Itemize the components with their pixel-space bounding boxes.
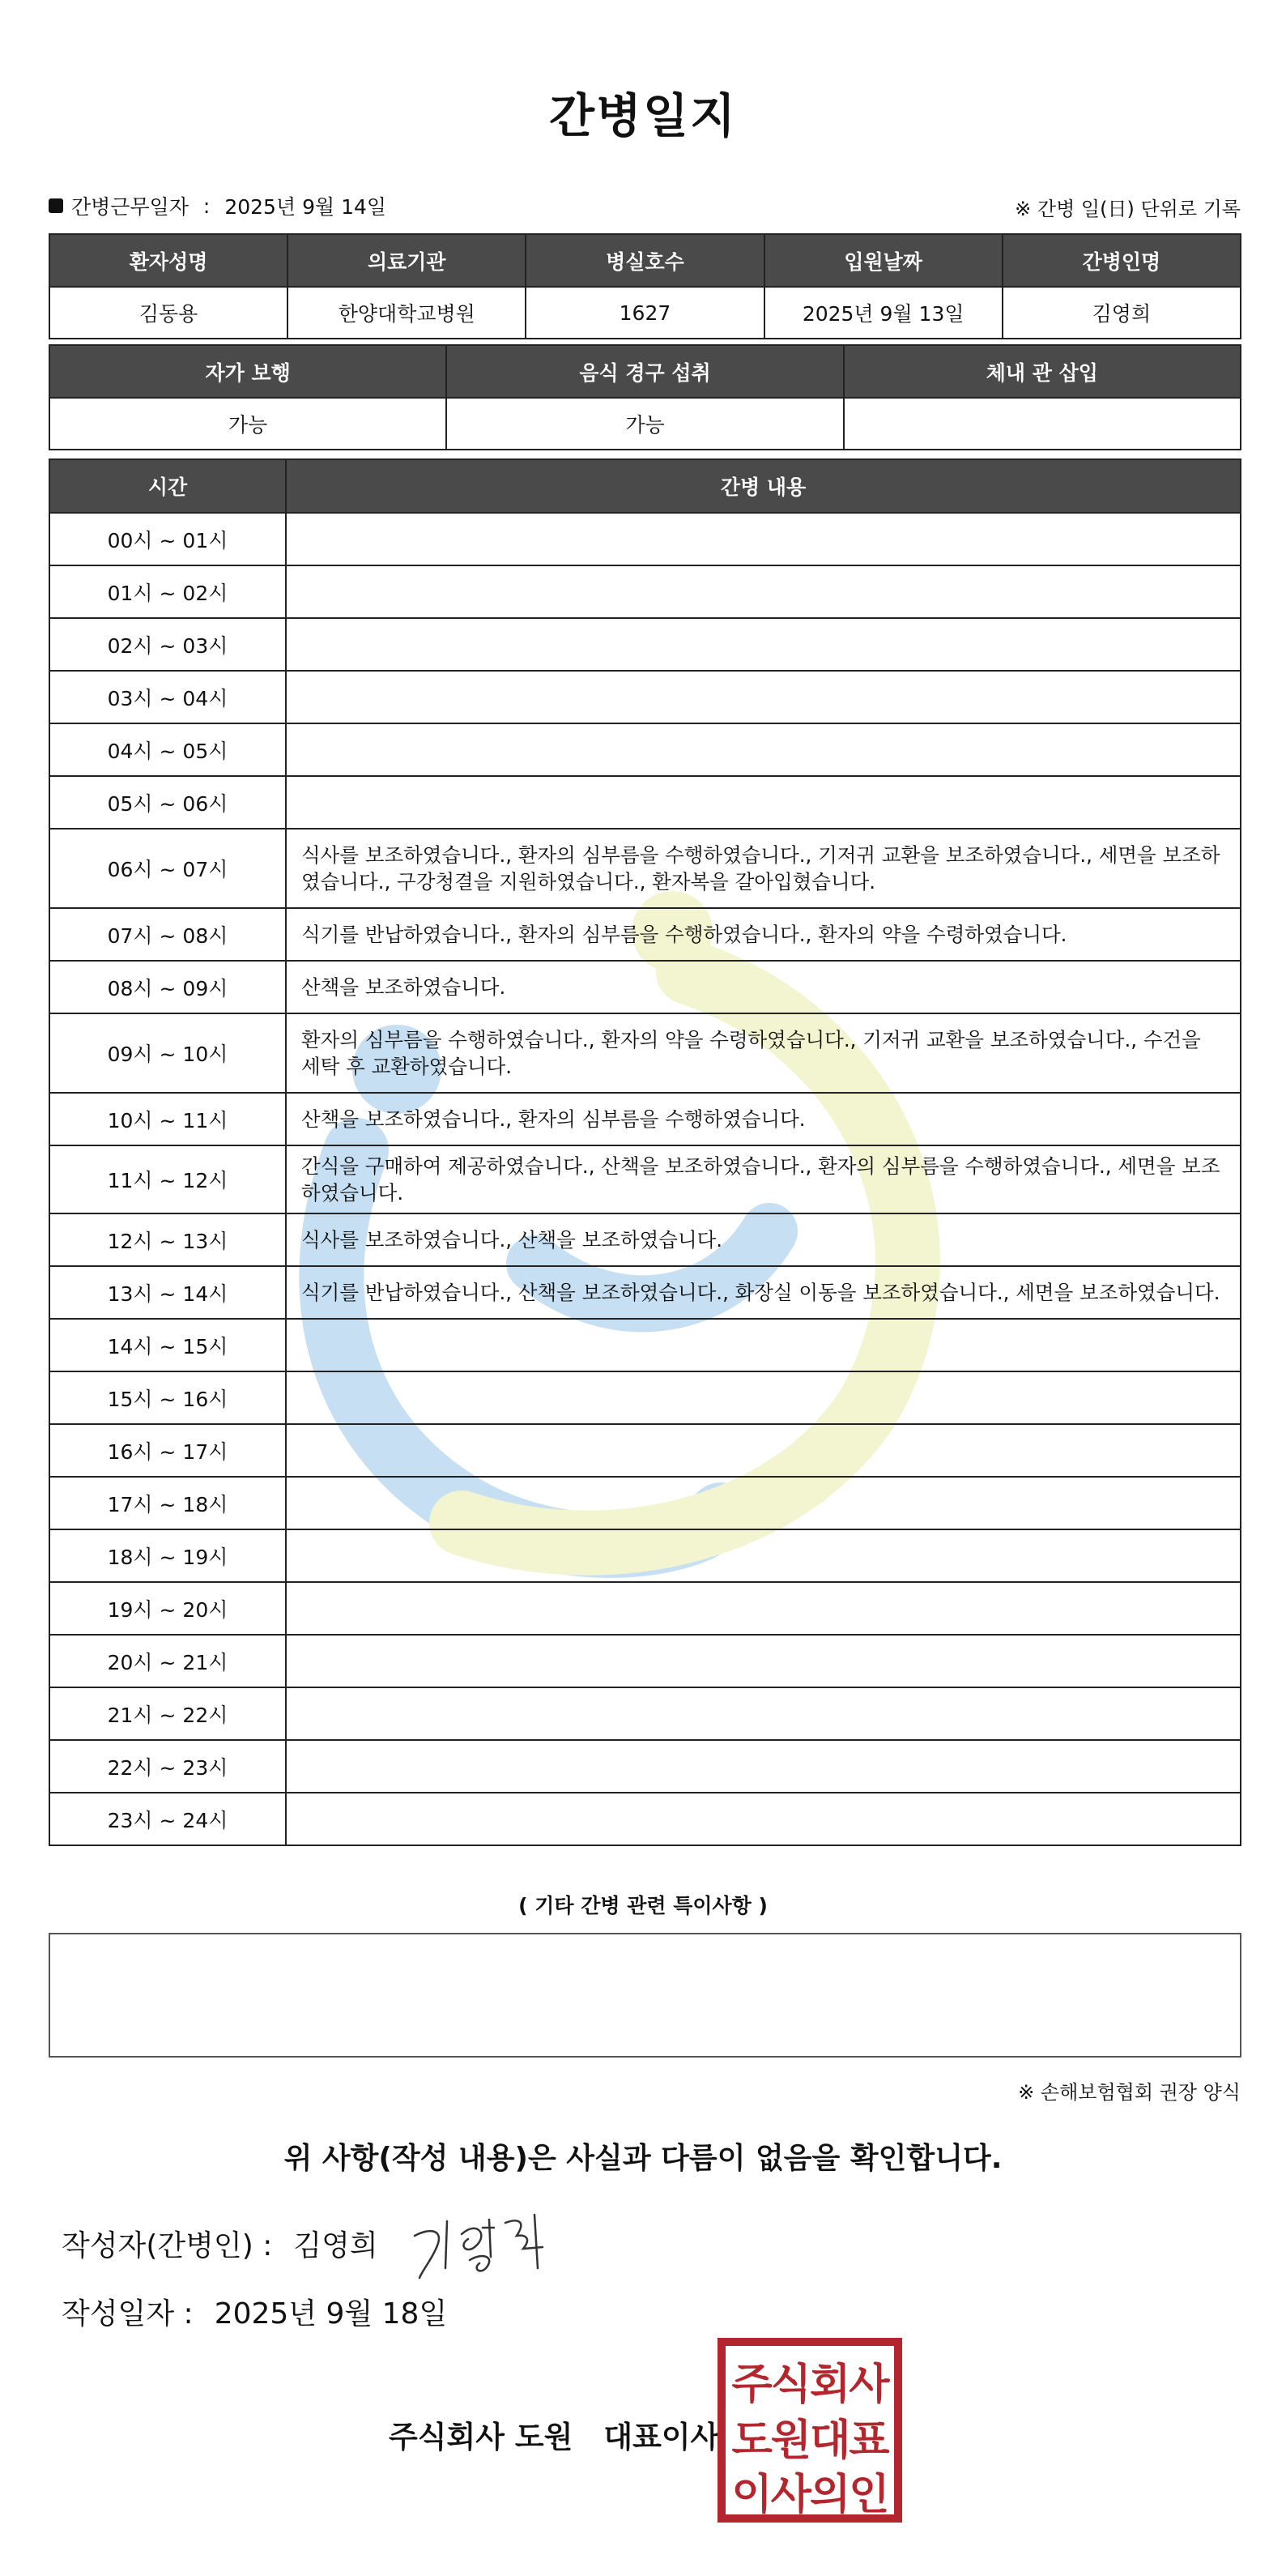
time-slot: 21시 ~ 22시 — [49, 1687, 286, 1740]
write-date-row — [62, 2291, 447, 2332]
writer-row — [62, 2223, 378, 2264]
table-row — [49, 1793, 1241, 1845]
header-time: 시간 — [49, 459, 286, 513]
time-slot: 02시 ~ 03시 — [49, 618, 286, 671]
patient-info-table — [49, 233, 1241, 339]
handwritten-signature — [405, 2203, 559, 2284]
time-slot: 00시 ~ 01시 — [49, 513, 286, 565]
header-caregiver-name: 간병인명 — [1003, 234, 1241, 287]
table-row — [49, 1266, 1241, 1319]
header-hospital: 의료기관 — [287, 234, 526, 287]
care-content: 식사를 보조하였습니다., 환자의 심부름을 수행하였습니다., 기저귀 교환을 보조하였습니다., 세면을 보조하였습니다., 구강청결을 지원하였습니다., 환자복을 갈아입혔습니다. — [286, 829, 1241, 908]
header-room-number: 병실호수 — [526, 234, 764, 287]
write-date-label: 작성일자 : — [62, 2297, 194, 2331]
unit-note: ※ 간병 일(日) 단위로 기록 — [1015, 198, 1241, 220]
patient-status-table — [49, 344, 1241, 450]
work-date-separator: : — [202, 194, 211, 218]
time-slot: 05시 ~ 06시 — [49, 776, 286, 829]
time-slot: 08시 ~ 09시 — [49, 961, 286, 1013]
notes-title: ( 기타 간병 관련 특이사항 ) — [518, 1894, 768, 1917]
company-name: 주식회사 도원 — [389, 2420, 573, 2454]
svg-text:도원대표: 도원대표 — [731, 2416, 888, 2465]
table-row — [49, 565, 1241, 618]
care-content — [286, 1582, 1241, 1635]
time-slot: 16시 ~ 17시 — [49, 1424, 286, 1477]
table-row — [49, 961, 1241, 1013]
table-row — [49, 1013, 1241, 1093]
table-row — [49, 1740, 1241, 1793]
care-content: 식사를 보조하였습니다., 산책을 보조하였습니다. — [286, 1213, 1241, 1266]
table-row — [49, 829, 1241, 908]
care-content — [286, 1687, 1241, 1740]
time-slot: 20시 ~ 21시 — [49, 1635, 286, 1687]
header-oral-intake: 음식 경구 섭취 — [446, 345, 843, 398]
header-care-content: 간병 내용 — [286, 459, 1241, 513]
company-seal-stamp — [717, 2337, 903, 2523]
header-self-walking: 자가 보행 — [49, 345, 446, 398]
table-row — [49, 908, 1241, 961]
table-row — [49, 618, 1241, 671]
confirmation-statement: 위 사항(작성 내용)은 사실과 다름이 없음을 확인합니다. — [283, 2142, 1003, 2175]
notes-box — [49, 1933, 1241, 2058]
hospital-value: 한양대학교병원 — [287, 287, 526, 339]
care-log-table — [49, 458, 1241, 1846]
time-slot: 03시 ~ 04시 — [49, 671, 286, 723]
bullet-square-icon — [49, 198, 63, 213]
care-content — [286, 513, 1241, 565]
care-content — [286, 1740, 1241, 1793]
table-row — [49, 1371, 1241, 1424]
patient-name-value: 김동용 — [49, 287, 287, 339]
caregiver-name-value: 김영희 — [1003, 287, 1241, 339]
form-note: ※ 손해보험협회 권장 양식 — [1018, 2081, 1241, 2104]
write-date-value: 2025년 9월 18일 — [214, 2297, 448, 2331]
table-row — [49, 1213, 1241, 1266]
self-walking-value: 가능 — [49, 398, 446, 450]
time-slot: 12시 ~ 13시 — [49, 1213, 286, 1266]
table-row — [49, 1635, 1241, 1687]
table-row — [49, 1582, 1241, 1635]
document-title: 간병일지 — [548, 88, 738, 143]
time-slot: 10시 ~ 11시 — [49, 1093, 286, 1145]
time-slot: 23시 ~ 24시 — [49, 1793, 286, 1845]
care-content: 산책을 보조하였습니다. — [286, 961, 1241, 1013]
writer-label: 작성자(간병인) : — [62, 2229, 273, 2263]
care-content — [286, 723, 1241, 776]
care-content: 산책을 보조하였습니다., 환자의 심부름을 수행하였습니다. — [286, 1093, 1241, 1145]
time-slot: 14시 ~ 15시 — [49, 1319, 286, 1371]
care-content — [286, 1319, 1241, 1371]
company-row — [389, 2412, 719, 2456]
table-row — [49, 1529, 1241, 1582]
work-date-label: 간병근무일자 — [71, 195, 189, 219]
time-slot: 19시 ~ 20시 — [49, 1582, 286, 1635]
work-date-row — [49, 191, 386, 220]
time-slot: 22시 ~ 23시 — [49, 1740, 286, 1793]
table-row — [49, 513, 1241, 565]
care-content — [286, 1529, 1241, 1582]
care-content: 환자의 심부름을 수행하였습니다., 환자의 약을 수령하였습니다., 기저귀 교환을 보조하였습니다., 수건을 세탁 후 교환하였습니다. — [286, 1013, 1241, 1093]
time-slot: 15시 ~ 16시 — [49, 1371, 286, 1424]
admission-date-value: 2025년 9월 13일 — [764, 287, 1003, 339]
time-slot: 04시 ~ 05시 — [49, 723, 286, 776]
care-content — [286, 671, 1241, 723]
time-slot: 01시 ~ 02시 — [49, 565, 286, 618]
time-slot: 17시 ~ 18시 — [49, 1477, 286, 1529]
care-content — [286, 1371, 1241, 1424]
table-row — [49, 1477, 1241, 1529]
time-slot: 18시 ~ 19시 — [49, 1529, 286, 1582]
header-patient-name: 환자성명 — [49, 234, 287, 287]
work-date-value: 2025년 9월 14일 — [224, 195, 387, 219]
care-content — [286, 618, 1241, 671]
table-row — [49, 671, 1241, 723]
care-content: 식기를 반납하였습니다., 환자의 심부름을 수행하였습니다., 환자의 약을 수령하였습니다. — [286, 908, 1241, 961]
header-tube-insertion: 체내 관 삽입 — [844, 345, 1241, 398]
table-row — [49, 1687, 1241, 1740]
representative-title: 대표이사 — [603, 2420, 720, 2454]
time-slot: 11시 ~ 12시 — [49, 1145, 286, 1213]
time-slot: 09시 ~ 10시 — [49, 1013, 286, 1093]
care-content — [286, 776, 1241, 829]
room-number-value: 1627 — [526, 287, 764, 339]
svg-text:주식회사: 주식회사 — [731, 2361, 888, 2409]
time-slot: 07시 ~ 08시 — [49, 908, 286, 961]
table-row — [49, 776, 1241, 829]
care-content: 식기를 반납하였습니다., 산책을 보조하였습니다., 화장실 이동을 보조하였습니다., 세면을 보조하였습니다. — [286, 1266, 1241, 1319]
tube-insertion-value — [844, 398, 1241, 450]
care-content — [286, 1477, 1241, 1529]
time-slot: 13시 ~ 14시 — [49, 1266, 286, 1319]
table-row — [49, 1145, 1241, 1213]
table-row — [49, 1319, 1241, 1371]
svg-text:이사의인: 이사의인 — [731, 2471, 888, 2519]
writer-name: 김영희 — [293, 2229, 378, 2263]
table-row — [49, 1093, 1241, 1145]
care-content — [286, 565, 1241, 618]
time-slot: 06시 ~ 07시 — [49, 829, 286, 908]
care-content: 간식을 구매하여 제공하였습니다., 산책을 보조하였습니다., 환자의 심부름을 수행하였습니다., 세면을 보조하였습니다. — [286, 1145, 1241, 1213]
oral-intake-value: 가능 — [446, 398, 843, 450]
table-row — [49, 1424, 1241, 1477]
header-admission-date: 입원날짜 — [764, 234, 1003, 287]
care-content — [286, 1424, 1241, 1477]
care-content — [286, 1793, 1241, 1845]
care-content — [286, 1635, 1241, 1687]
table-row — [49, 723, 1241, 776]
